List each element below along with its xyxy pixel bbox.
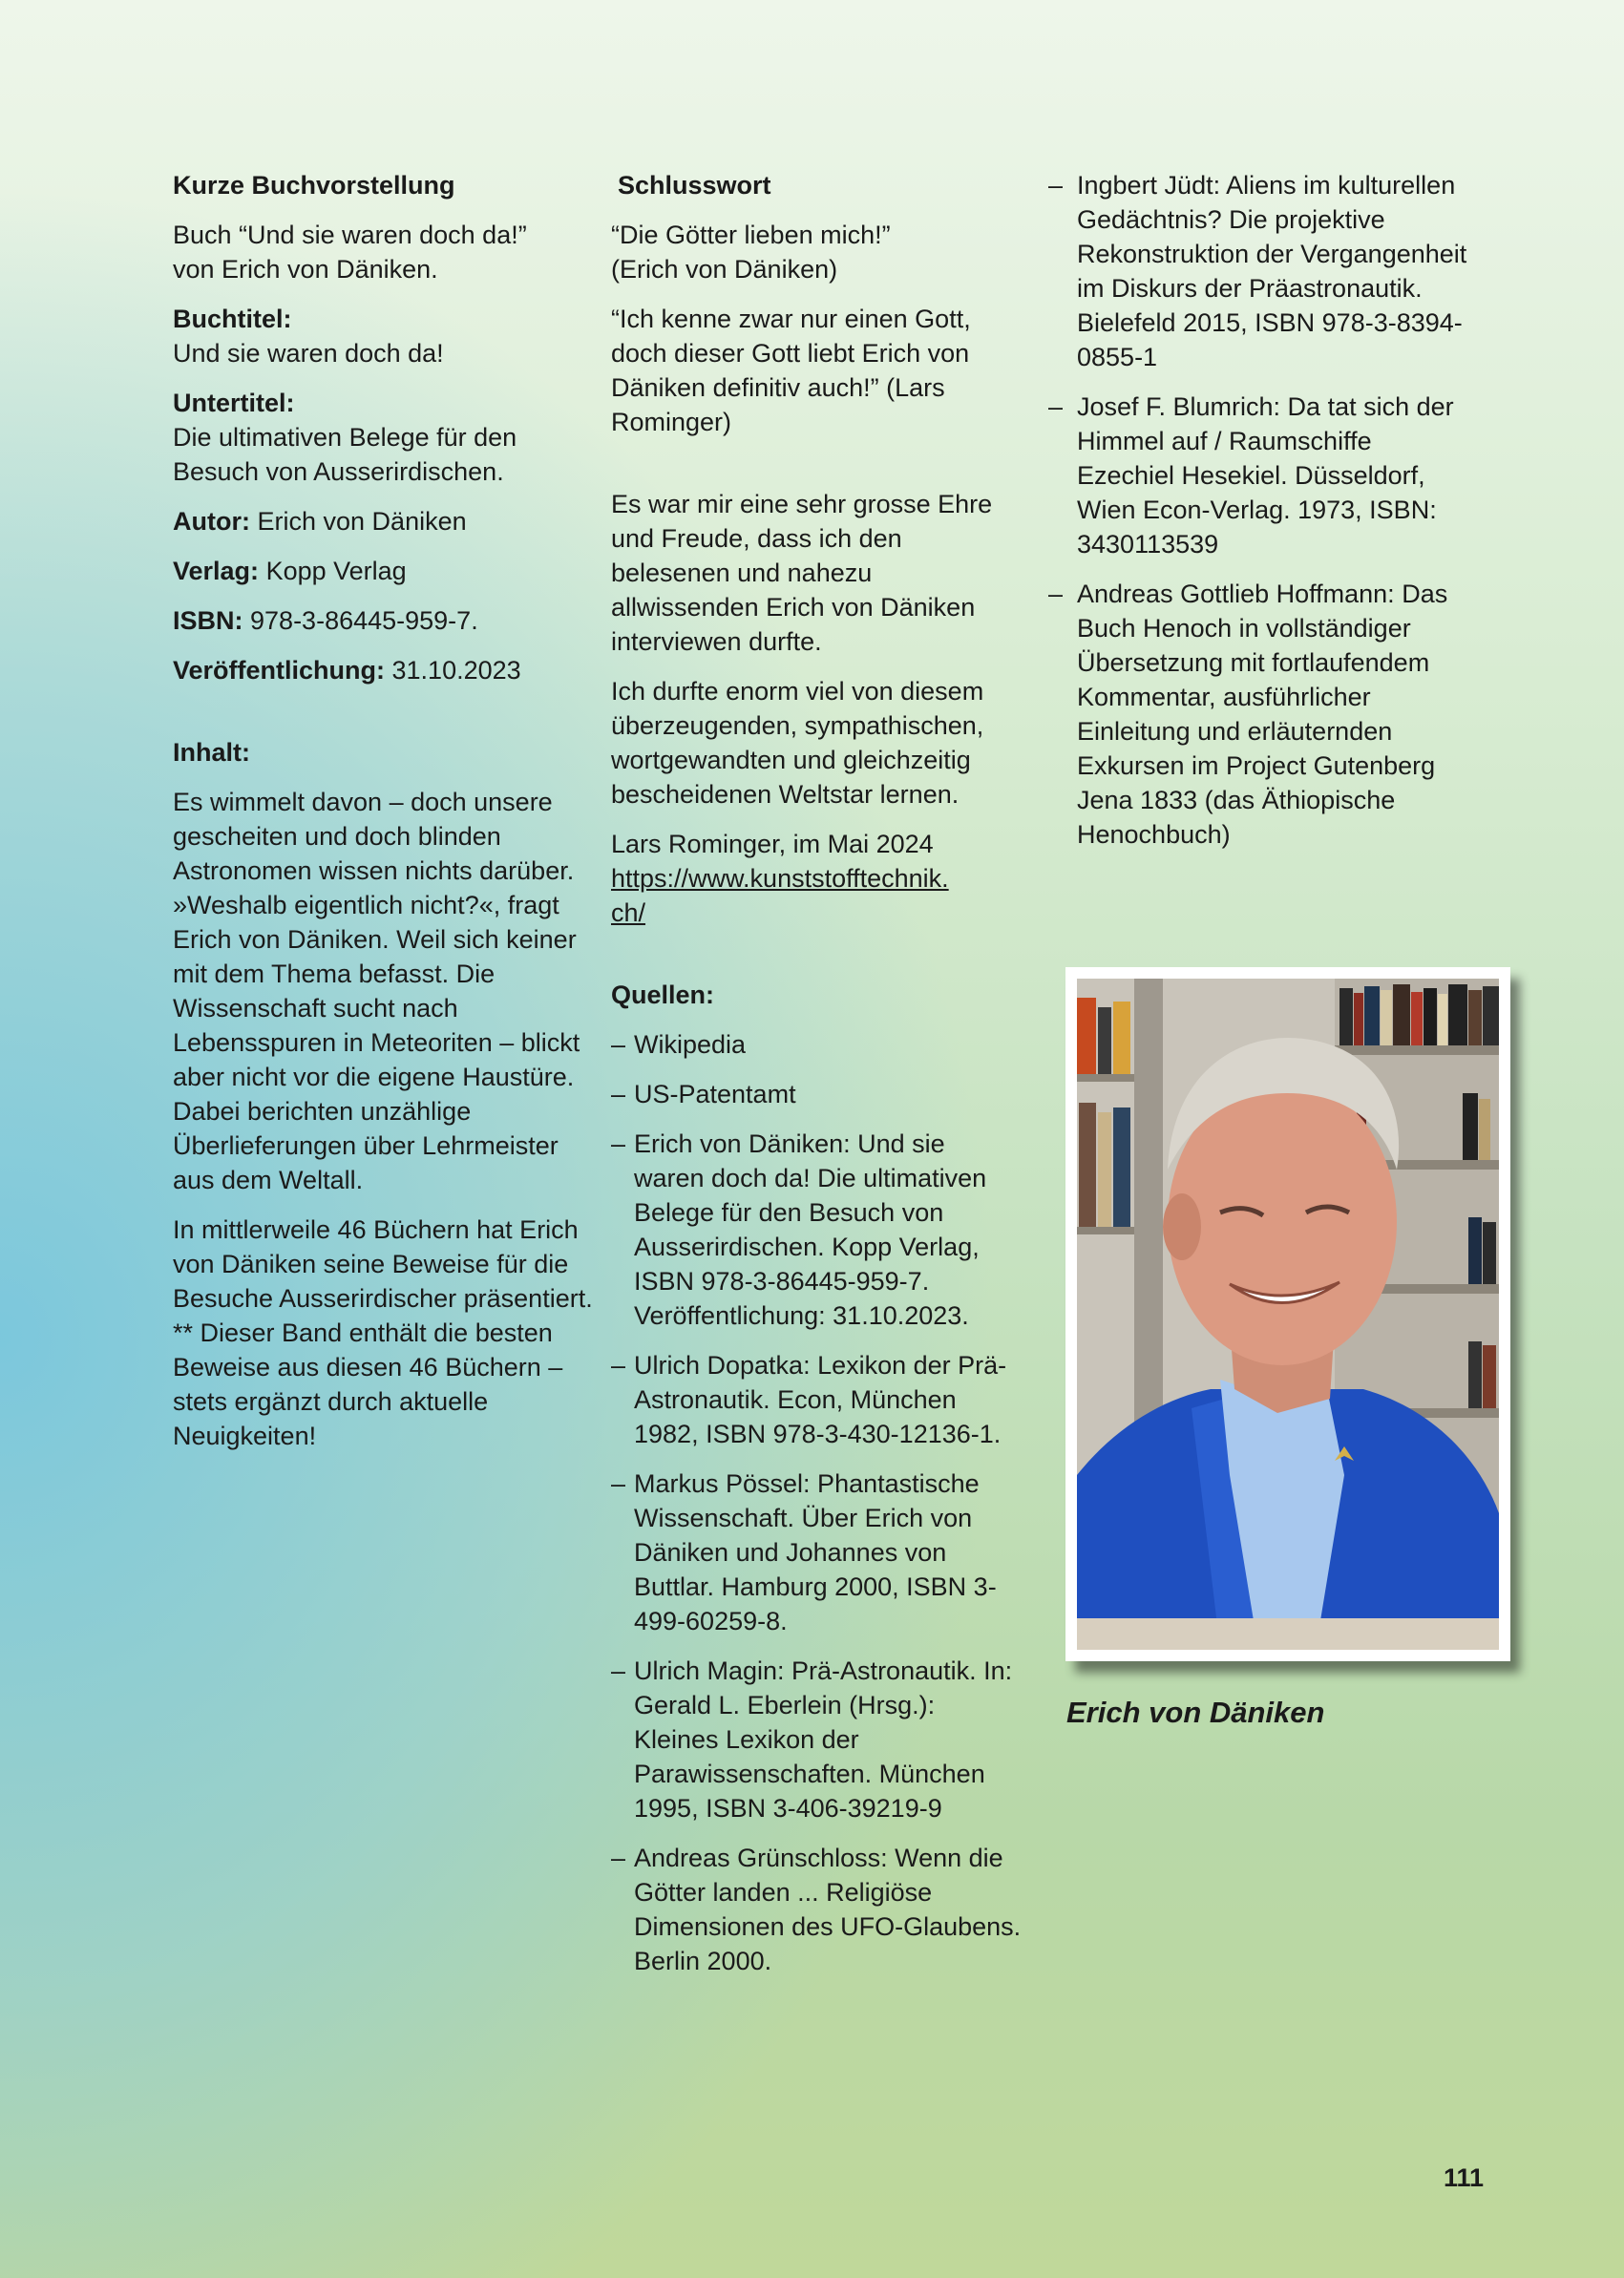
page-number: 111 bbox=[1444, 2163, 1485, 2192]
book-title-value: Und sie waren doch da! bbox=[173, 339, 444, 368]
heading-closing-words: Schlusswort bbox=[618, 171, 771, 200]
column-book-presentation bbox=[173, 168, 593, 1468]
book-intro-line1: Buch “Und sie waren doch da!” bbox=[173, 221, 527, 249]
book-title-label: Buchtitel: bbox=[173, 305, 292, 333]
signature-text: Lars Rominger, im Mai 2024 bbox=[611, 830, 934, 858]
content-paragraph-1: Es wimmelt davon – doch unsere gescheiten und doch blinden Astronomen wissen nichts darüber. »Weshalb eigentlich nicht?«, fragt Erich von Däniken. Weil sich keiner mit dem Thema befasst. Die Wissenschaft sucht nach Lebensspuren in Meteoriten – blickt aber nicht vor die eigene Haustüre. Dabei berichten unzählige Überlieferungen über Lehrmeister aus dem Weltall. bbox=[173, 788, 580, 1194]
portrait-photo bbox=[1077, 979, 1499, 1650]
heading-content: Inhalt: bbox=[173, 738, 250, 767]
closing-paragraph-2: Ich durfte enorm viel von diesem überzeugenden, sympathischen, wortgewandten und gleichzeitig bescheidenen Weltstar lernen. bbox=[611, 677, 984, 809]
column-sources-continued bbox=[1048, 168, 1468, 867]
book-author-label: Autor: bbox=[173, 507, 250, 536]
website-link-line1: https://www.kunststofftechnik. bbox=[611, 864, 949, 893]
book-subtitle-field bbox=[173, 386, 593, 489]
source-item: – Josef F. Blumrich: Da tat sich der Himmel auf / Raumschiffe Ezechiel Hesekiel. Düsseldorf, Wien Econ-Verlag. 1973, ISBN: 3430113539 bbox=[1048, 390, 1468, 561]
source-item: – Markus Pössel: Phantastische Wissenschaft. Über Erich von Däniken und Johannes von Buttlar. Hamburg 2000, ISBN 3-499-60259-8. bbox=[611, 1466, 1022, 1638]
photo-caption: Erich von Däniken bbox=[1066, 1696, 1325, 1729]
source-item: – Ulrich Dopatka: Lexikon der Prä-Astronautik. Econ, München 1982, ISBN 978-3-430-12136-1. bbox=[611, 1348, 1022, 1451]
portrait-illustration bbox=[1077, 979, 1499, 1650]
book-isbn-field bbox=[173, 603, 593, 638]
source-item: – Andreas Gottlieb Hoffmann: Das Buch Henoch in vollständiger Übersetzung mit fortlaufendem Kommentar, ausführlicher Einleitung und erläuternden Exkursen im Project Gutenberg Jena 1833 (das Äthiopische Henochbuch) bbox=[1048, 577, 1468, 852]
source-item: – Wikipedia bbox=[611, 1027, 1022, 1062]
quote-1-line2: (Erich von Däniken) bbox=[611, 255, 838, 284]
book-publisher-field bbox=[173, 554, 593, 588]
spacer bbox=[611, 454, 1022, 487]
source-item: – Erich von Däniken: Und sie waren doch da! Die ultimativen Belege für den Besuch von Ausserirdischen. Kopp Verlag, ISBN 978-3-86445-959-7. Veröffentlichung: 31.10.2023. bbox=[611, 1127, 1022, 1333]
book-published-value: 31.10.2023 bbox=[391, 656, 521, 685]
book-intro-line2: von Erich von Däniken. bbox=[173, 255, 438, 284]
book-published-label: Veröffentlichung: bbox=[173, 656, 385, 685]
heading-sources: Quellen: bbox=[611, 981, 715, 1009]
quote-1-line1: “Die Götter lieben mich!” bbox=[611, 221, 891, 249]
website-link[interactable] bbox=[611, 864, 949, 927]
portrait-photo-frame bbox=[1065, 967, 1510, 1661]
book-isbn-value: 978-3-86445-959-7. bbox=[250, 606, 478, 635]
book-intro bbox=[173, 218, 593, 286]
quote-2: “Ich kenne zwar nur einen Gott, doch dieser Gott liebt Erich von Däniken definitiv auch!” (Lars Rominger) bbox=[611, 305, 971, 436]
book-isbn-label: ISBN: bbox=[173, 606, 243, 635]
sources-list bbox=[611, 1027, 1022, 1978]
book-title-field bbox=[173, 302, 593, 370]
sources-list-continued bbox=[1048, 168, 1468, 852]
source-item: – Andreas Grünschloss: Wenn die Götter landen ... Religiöse Dimensionen des UFO-Glaubens. Berlin 2000. bbox=[611, 1841, 1022, 1978]
spacer bbox=[173, 703, 593, 735]
spacer bbox=[611, 945, 1022, 978]
source-item: – US-Patentamt bbox=[611, 1077, 1022, 1111]
quote-1 bbox=[611, 218, 1022, 286]
closing-signature bbox=[611, 827, 1022, 930]
source-item: – Ulrich Magin: Prä-Astronautik. In: Gerald L. Eberlein (Hrsg.): Kleines Lexikon der Parawissenschaften. München 1995, ISBN 3-406-39219-9 bbox=[611, 1654, 1022, 1825]
closing-paragraph-1: Es war mir eine sehr grosse Ehre und Freude, dass ich den belesenen und nahezu allwissenden Erich von Däniken interviewen durfte. bbox=[611, 490, 993, 656]
website-link-line2: ch/ bbox=[611, 898, 646, 927]
content-paragraph-2: In mittlerweile 46 Büchern hat Erich von Däniken seine Beweise für die Besuche Ausserirdischer präsentiert. ** Dieser Band enthält die besten Beweise aus diesen 46 Büchern – stets ergänzt durch aktuelle Neuigkeiten! bbox=[173, 1215, 593, 1450]
book-subtitle-value: Die ultimativen Belege für den Besuch von Ausserirdischen. bbox=[173, 423, 517, 486]
source-item: – Ingbert Jüdt: Aliens im kulturellen Gedächtnis? Die projektive Rekonstruktion der Vergangenheit im Diskurs der Präastronautik. Bielefeld 2015, ISBN 978-3-8394-0855-1 bbox=[1048, 168, 1468, 374]
book-author-field bbox=[173, 504, 593, 538]
book-published-field bbox=[173, 653, 593, 687]
book-publisher-label: Verlag: bbox=[173, 557, 260, 585]
book-author-value: Erich von Däniken bbox=[257, 507, 467, 536]
book-subtitle-label: Untertitel: bbox=[173, 389, 295, 417]
book-publisher-value: Kopp Verlag bbox=[265, 557, 407, 585]
column-closing-words bbox=[611, 168, 1022, 1993]
heading-book-presentation: Kurze Buchvorstellung bbox=[173, 171, 455, 200]
